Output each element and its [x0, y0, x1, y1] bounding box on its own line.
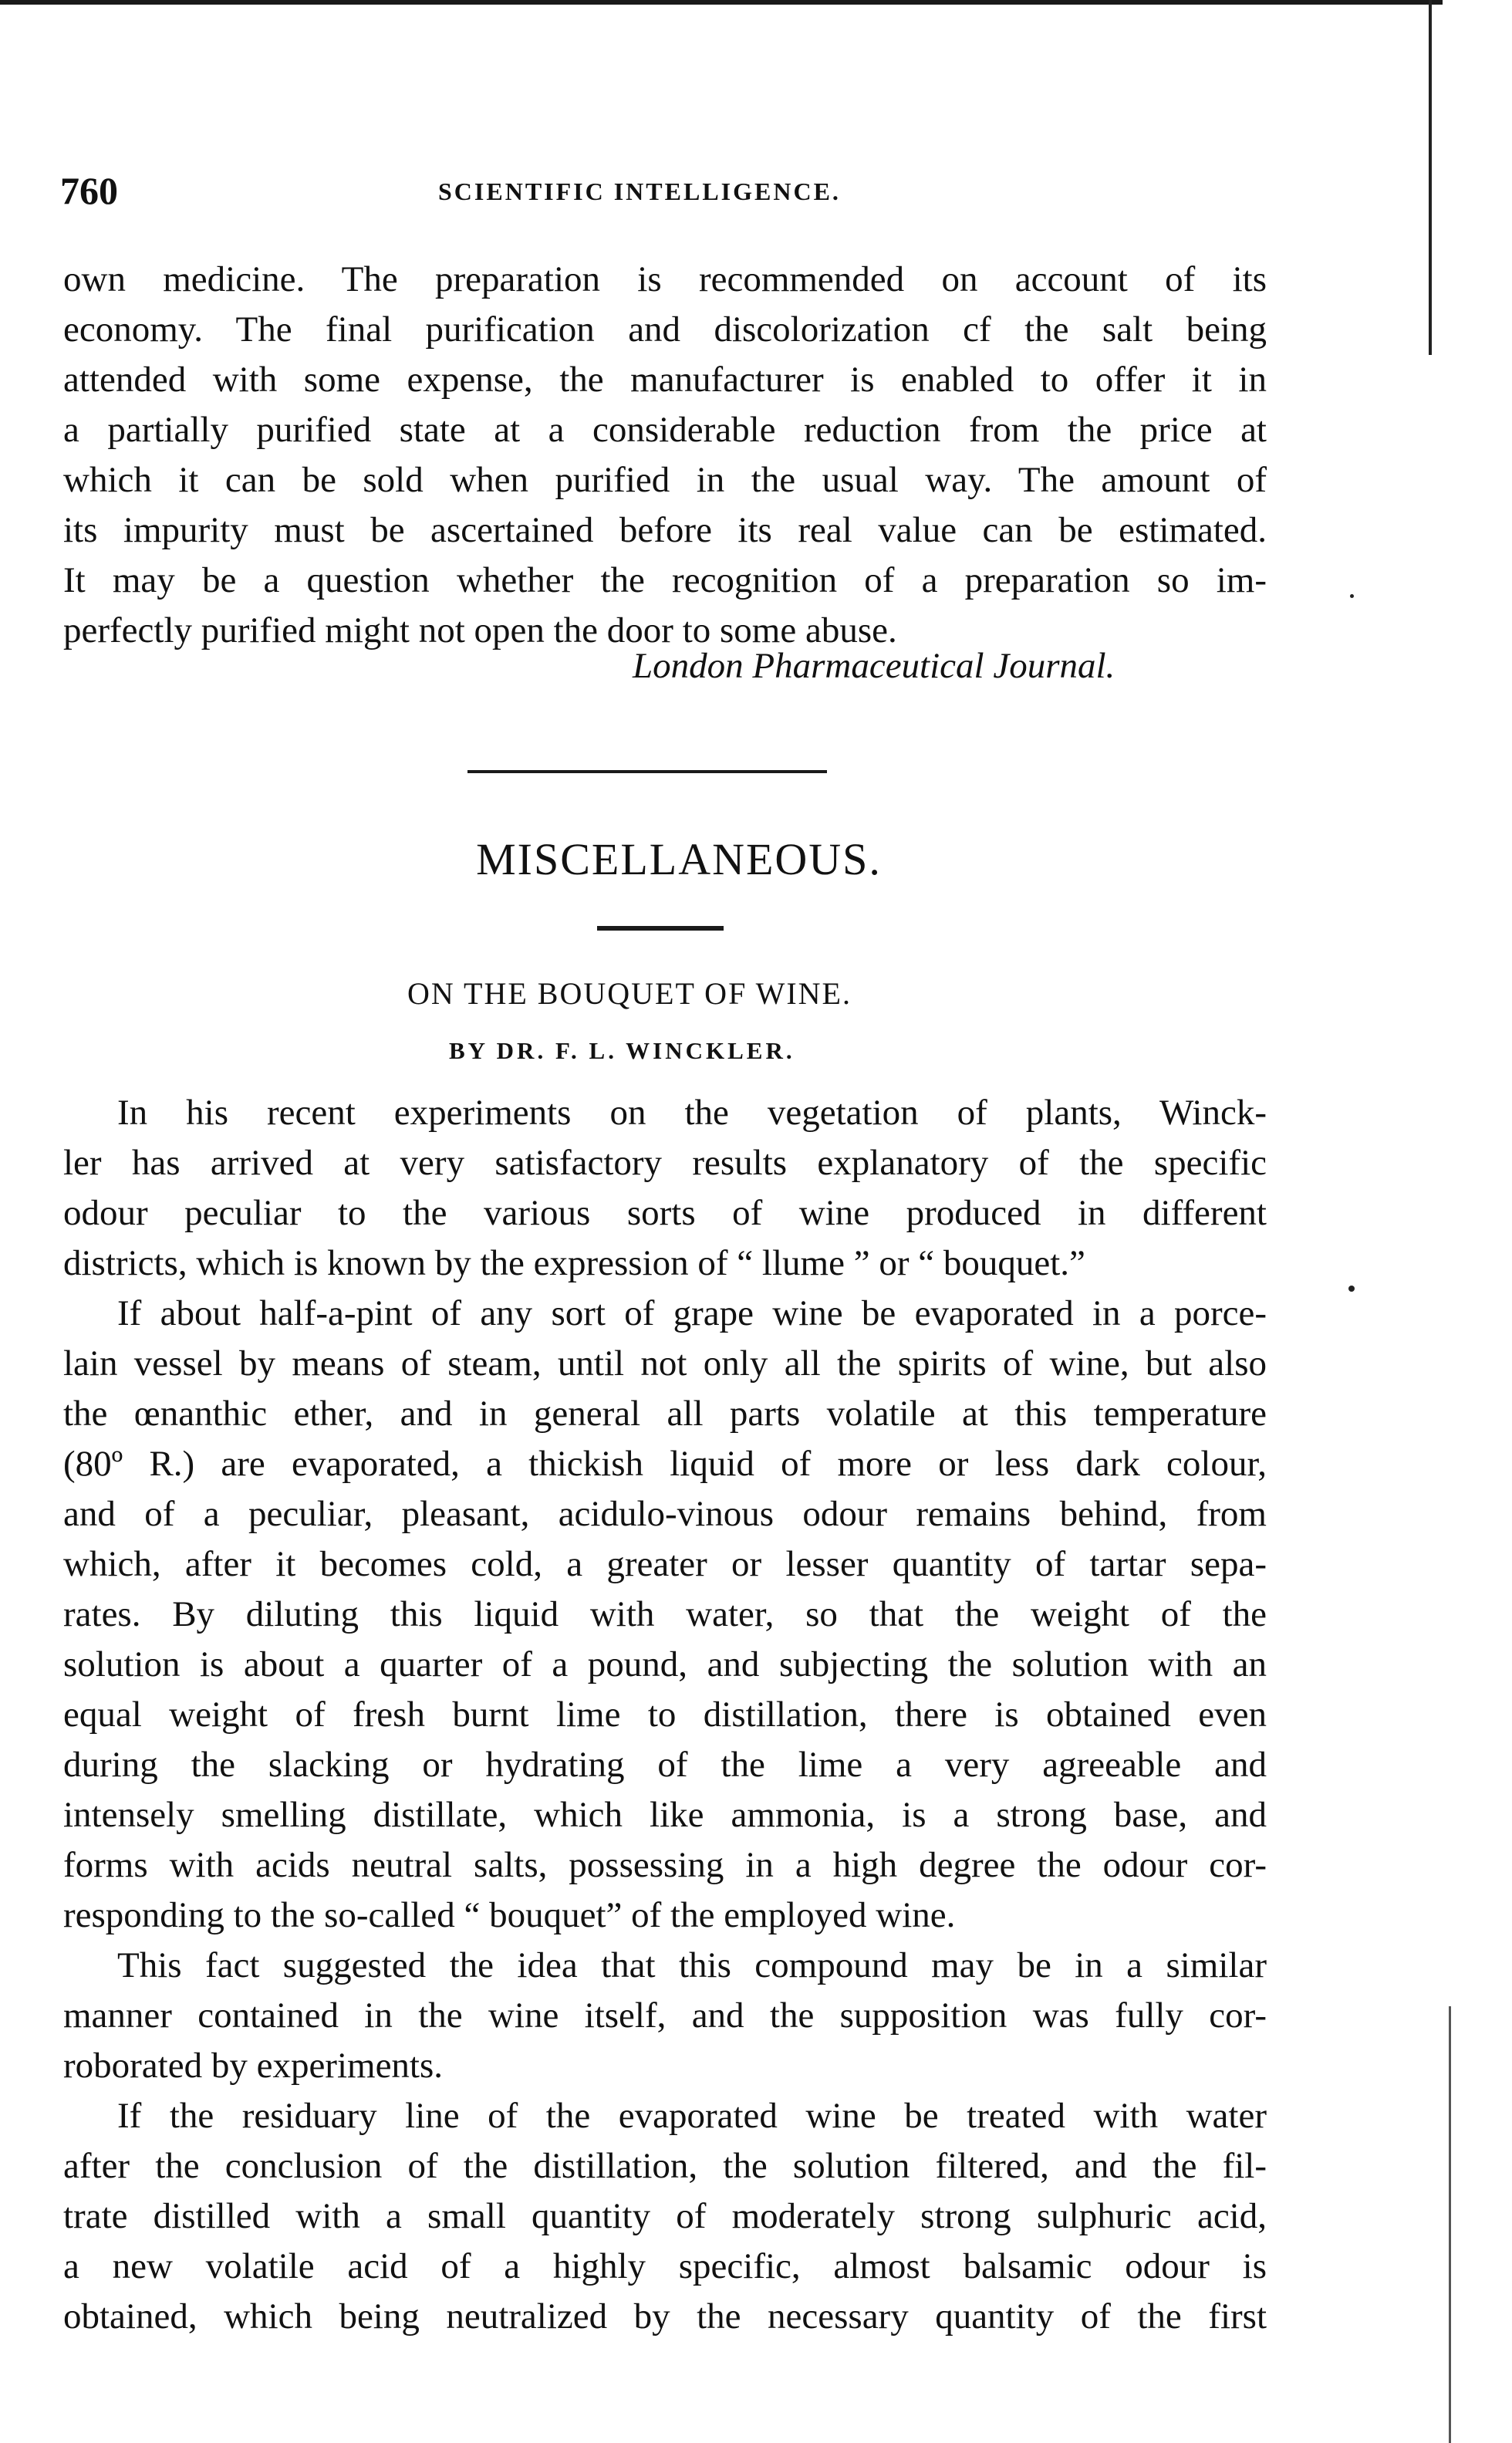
- text-line: ler has arrived at very satisfactory results explanatory of the specific: [63, 1143, 1267, 1183]
- text-line: odour peculiar to the various sorts of wine produced in different: [63, 1193, 1267, 1233]
- article-byline: BY DR. F. L. WINCKLER.: [449, 1037, 795, 1064]
- text-line: equal weight of fresh burnt lime to distillation, there is obtained even: [63, 1695, 1267, 1735]
- text-line: If about half-a-pint of any sort of grape wine be evaporated in a porce-: [117, 1293, 1267, 1333]
- heading-divider: [597, 926, 724, 931]
- text-line: responding to the so-called “ bouquet” of the employed wine.: [63, 1895, 956, 1935]
- page-number: 760: [60, 169, 118, 212]
- top-border-rule: [0, 0, 1443, 5]
- section-heading-text: MISCELLANEOUS.: [476, 834, 882, 884]
- section-divider: [467, 770, 827, 773]
- text-line: solution is about a quarter of a pound, and subjecting the solution with an: [63, 1644, 1267, 1684]
- ink-speck: [1350, 594, 1354, 598]
- paragraph: [63, 2091, 1267, 2342]
- text-line: a new volatile acid of a highly specific, almost balsamic odour is: [63, 2246, 1267, 2286]
- text-line: lain vessel by means of steam, until not only all the spirits of wine, but also: [63, 1343, 1267, 1384]
- article-title: ON THE BOUQUET OF WINE.: [407, 976, 852, 1011]
- text-line: intensely smelling distillate, which like ammonia, is a strong base, and: [63, 1795, 1267, 1835]
- text-line: trate distilled with a small quantity of moderately strong sulphuric acid,: [63, 2196, 1267, 2236]
- text-line: It may be a question whether the recognition of a preparation so im-: [63, 560, 1267, 600]
- page-edge-line-lower: [1449, 2006, 1451, 2443]
- source-attribution: London Pharmaceutical Journal.: [633, 646, 1115, 686]
- text-line: (80º R.) are evaporated, a thickish liquid of more or less dark colour,: [63, 1444, 1267, 1484]
- text-line: In his recent experiments on the vegetation of plants, Winck-: [117, 1093, 1267, 1133]
- text-line: and of a peculiar, pleasant, acidulo-vinous odour remains behind, from: [63, 1494, 1267, 1534]
- paragraph: [63, 1289, 1267, 1941]
- text-line: which it can be sold when purified in the usual way. The amount of: [63, 460, 1267, 500]
- page-edge-line: [1429, 0, 1432, 355]
- text-line: a partially purified state at a considerable reduction from the price at: [63, 410, 1267, 450]
- text-line: forms with acids neutral salts, possessing in a high degree the odour cor-: [63, 1845, 1267, 1885]
- text-line: If the residuary line of the evaporated wine be treated with water: [117, 2096, 1267, 2136]
- text-line: its impurity must be ascertained before its real value can be estimated.: [63, 510, 1267, 550]
- text-line: This fact suggested the idea that this compound may be in a similar: [117, 1945, 1267, 1985]
- section-heading: [0, 833, 1512, 885]
- text-line: the œnanthic ether, and in general all parts volatile at this temperature: [63, 1394, 1267, 1434]
- intro-paragraph: [63, 255, 1267, 656]
- text-line: attended with some expense, the manufacturer is enabled to offer it in: [63, 360, 1267, 400]
- text-line: after the conclusion of the distillation, the solution filtered, and the fil-: [63, 2146, 1267, 2186]
- running-title: SCIENTIFIC INTELLIGENCE.: [438, 177, 841, 205]
- running-head: [60, 168, 1264, 222]
- text-line: perfectly purified might not open the door to some abuse.: [63, 610, 897, 650]
- text-line: roborated by experiments.: [63, 2046, 444, 2086]
- text-line: districts, which is known by the expression of “ llume ” or “ bouquet.”: [63, 1243, 1085, 1283]
- text-line: during the slacking or hydrating of the lime a very agreeable and: [63, 1745, 1267, 1785]
- text-line: rates. By diluting this liquid with water, so that the weight of the: [63, 1594, 1267, 1634]
- paragraph: [63, 1941, 1267, 2091]
- text-line: manner contained in the wine itself, and the supposition was fully cor-: [63, 1995, 1267, 2036]
- text-line: own medicine. The preparation is recommended on account of its: [63, 259, 1267, 299]
- text-line: economy. The final purification and discolorization cf the salt being: [63, 309, 1267, 350]
- ink-speck: [1348, 1286, 1355, 1292]
- paragraph: [63, 1088, 1267, 1289]
- text-line: obtained, which being neutralized by the necessary quantity of the first: [63, 2296, 1267, 2337]
- text-line: which, after it becomes cold, a greater or lesser quantity of tartar sepa-: [63, 1544, 1267, 1584]
